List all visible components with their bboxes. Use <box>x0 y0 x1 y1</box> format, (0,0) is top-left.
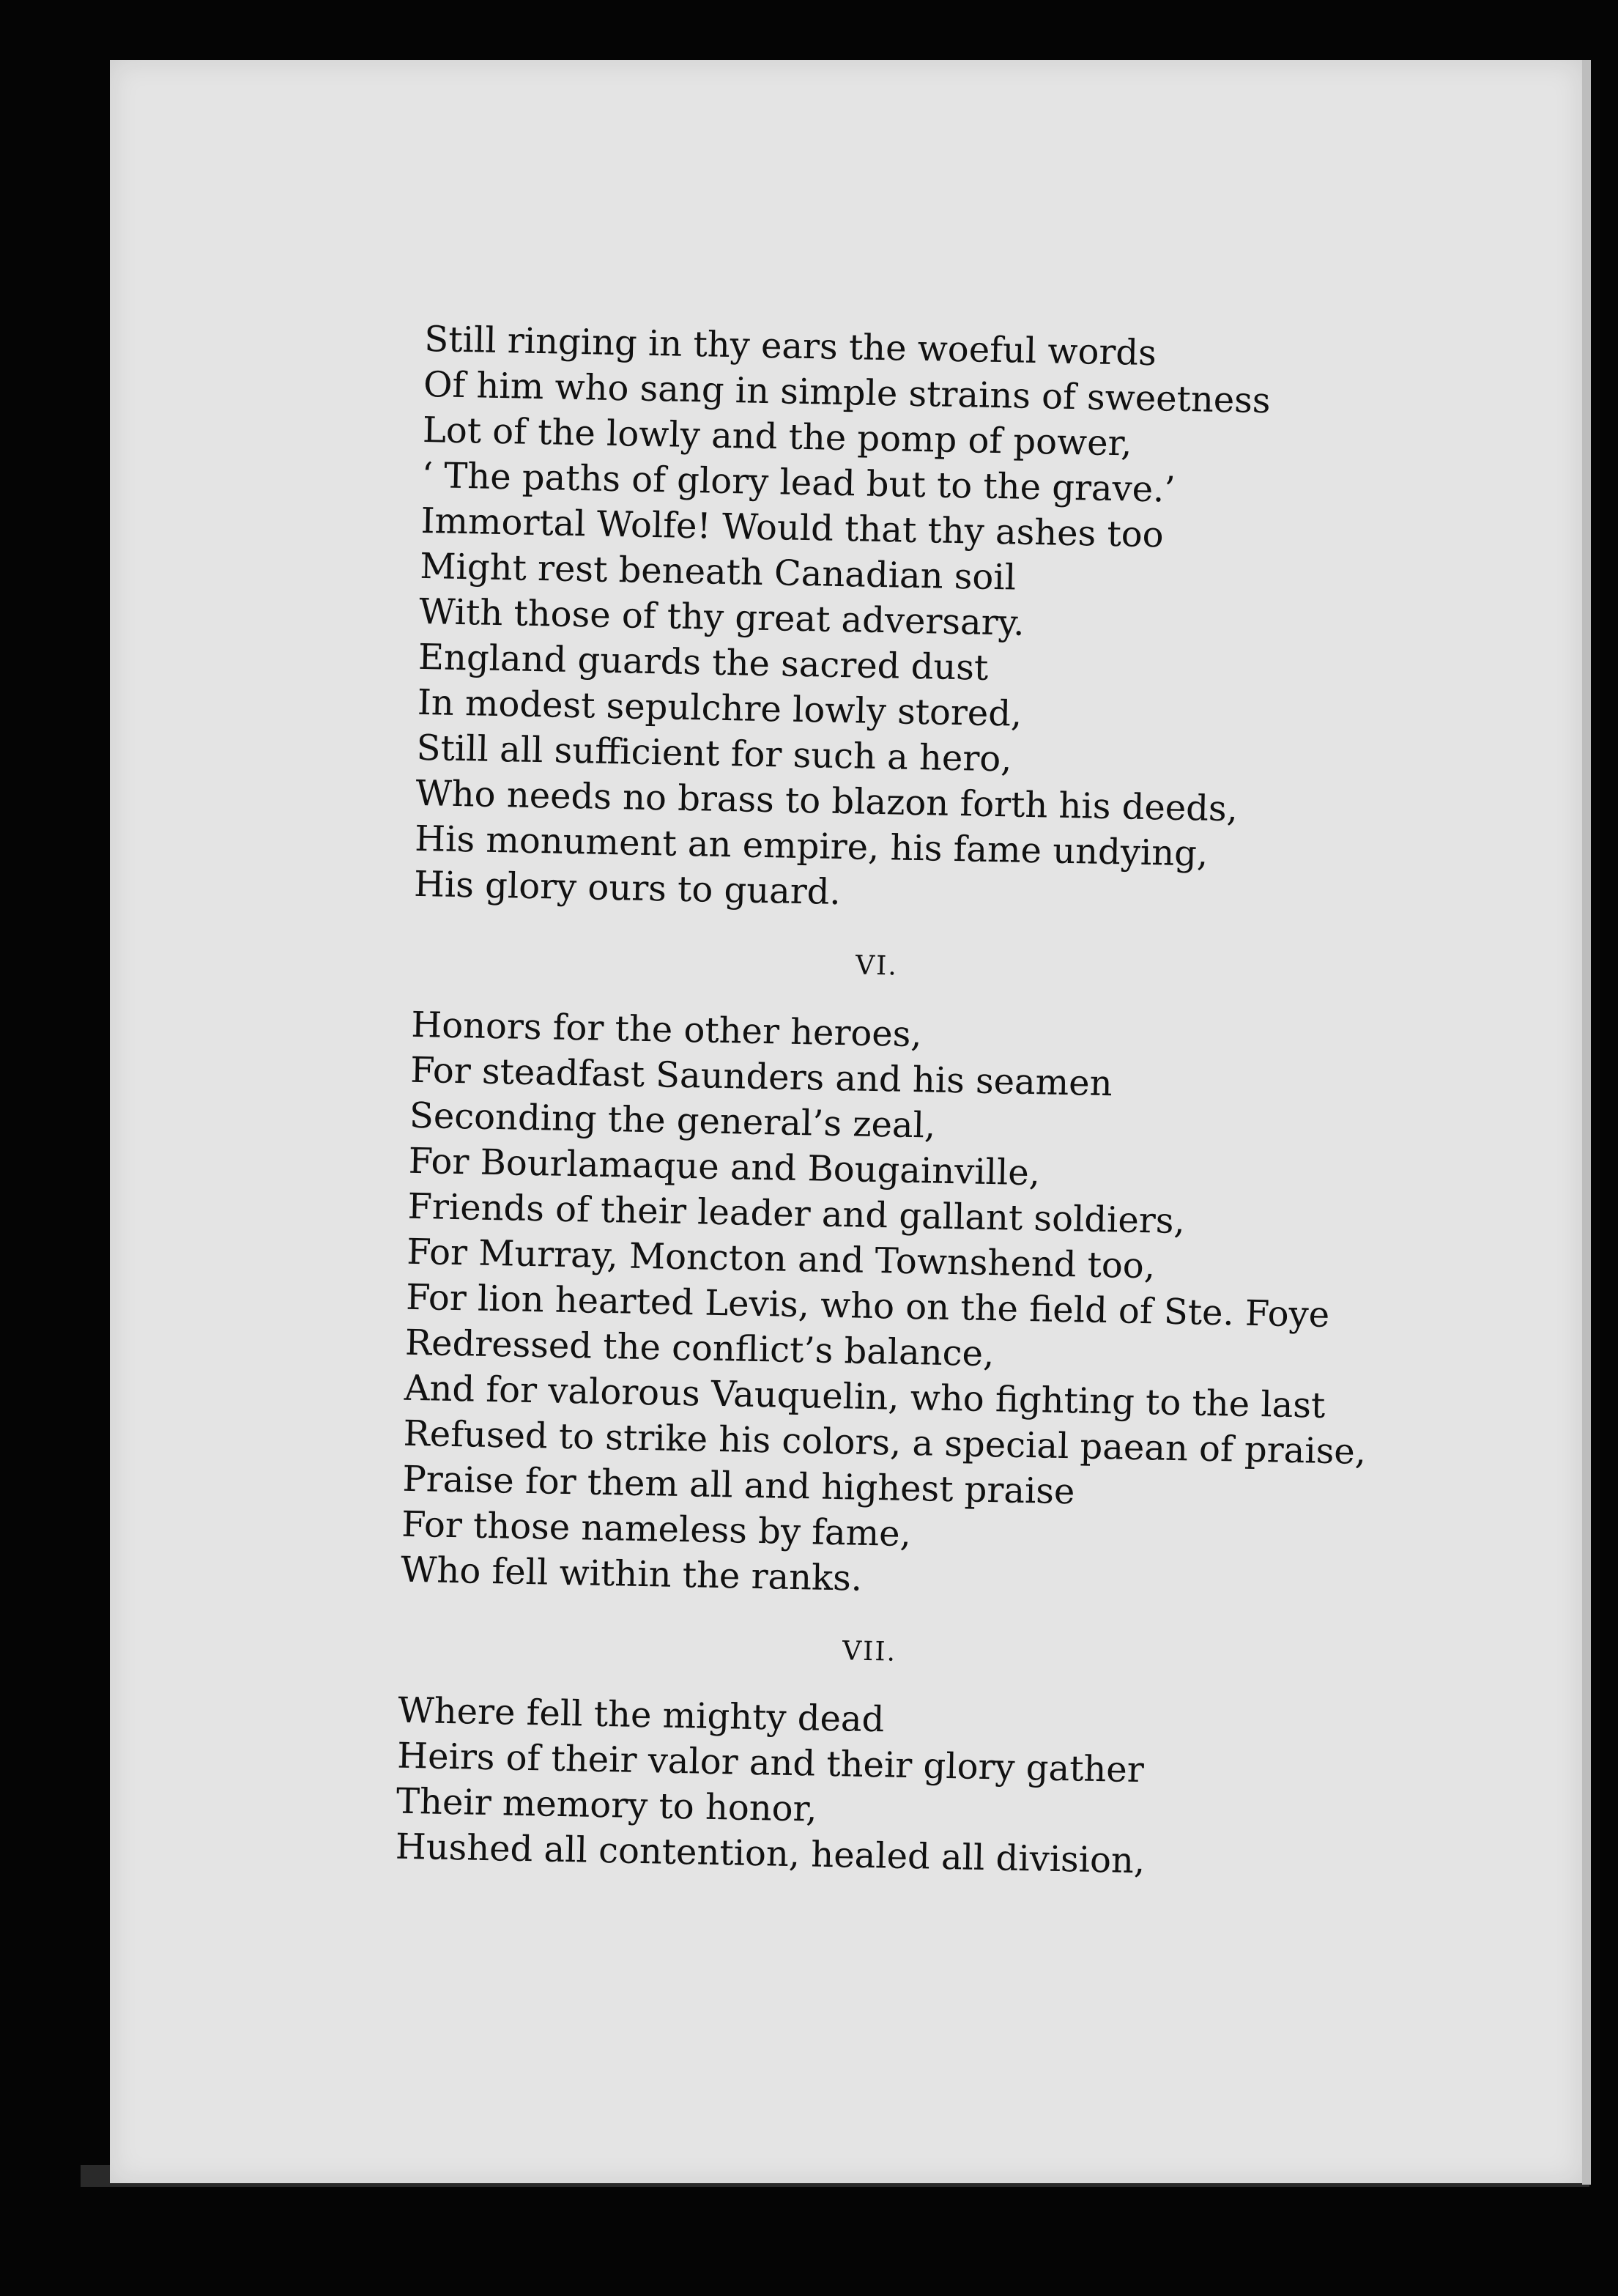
poem-line: Hushed all contention, healed all division, <box>395 1826 1146 1882</box>
poem-line: Might rest beneath Canadian soil <box>419 545 1017 599</box>
poem-line: ‘ The paths of glory lead but to the grave.’ <box>421 454 1176 511</box>
poem-line: Of him who sang in simple strains of sweetness <box>423 363 1271 422</box>
poem-line: Praise for them all and highest praise <box>401 1458 1075 1513</box>
poem-line: His glory ours to guard. <box>413 863 842 914</box>
poem-line: Still all sufficient for such a hero, <box>416 727 1013 780</box>
poem-line: For steadfast Saunders and his seamen <box>409 1049 1113 1105</box>
poem-line: Still ringing in thy ears the woeful words <box>423 318 1157 374</box>
poem-line: Heirs of their valor and their glory gather <box>396 1735 1145 1791</box>
poem-line: For those nameless by fame, <box>401 1503 912 1555</box>
poem-line: Who fell within the ranks. <box>400 1549 863 1599</box>
book-page <box>110 60 1582 2183</box>
poem-line: And for valorous Vauquelin, who fighting to the last <box>404 1367 1326 1426</box>
poem-line: Lot of the lowly and the pomp of power, <box>422 409 1133 464</box>
poem-line: For Bourlamaque and Bougainville, <box>408 1140 1041 1194</box>
poem-line: Friends of their leader and gallant soldiers, <box>407 1185 1186 1243</box>
stanza-vi <box>401 1002 1510 1614</box>
page-right-edge <box>1582 60 1591 2185</box>
poem-text <box>395 316 1523 1890</box>
section-numeral-vii: VII. <box>842 1636 897 1667</box>
stanza-vii <box>395 1688 1496 1891</box>
poem-line: In modest sepulchre lowly stored, <box>417 681 1023 735</box>
poem-line: His monument an empire, his fame undying, <box>414 818 1209 875</box>
poem-line: Their memory to honor, <box>396 1780 818 1830</box>
poem-line: Who needs no brass to blazon forth his deeds, <box>415 772 1239 830</box>
poem-line: Immortal Wolfe! Would that thy ashes too <box>420 500 1165 556</box>
poem-line: Honors for the other heroes, <box>410 1004 923 1056</box>
poem-line: Where fell the mighty dead <box>397 1689 885 1741</box>
stanza-v-continued <box>414 316 1524 928</box>
poem-line: For Murray, Moncton and Townshend too, <box>406 1231 1156 1287</box>
poem-line: England guards the sacred dust <box>418 636 989 689</box>
poem-line: Refused to strike his colors, a special paean of praise, <box>403 1412 1367 1473</box>
poem-line: For lion hearted Levis, who on the field of Ste. Foye <box>405 1276 1330 1336</box>
poem-line: Seconding the general’s zeal, <box>409 1095 936 1147</box>
poem-line: Redressed the conflict’s balance, <box>404 1322 995 1375</box>
poem-line: With those of thy great adversary. <box>418 590 1025 644</box>
section-numeral-vi: VI. <box>855 950 899 982</box>
